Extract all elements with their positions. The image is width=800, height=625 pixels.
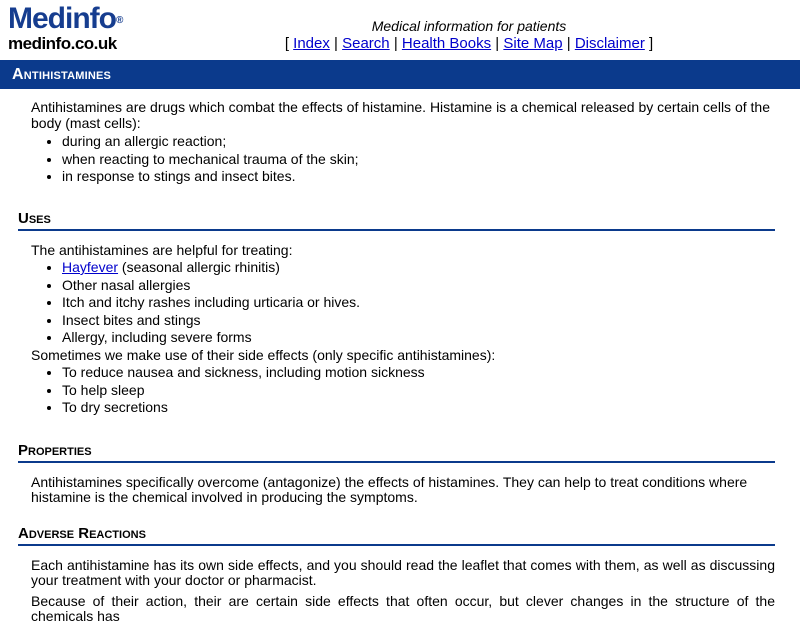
- list-item: • when reacting to mechanical trauma of the skin;: [62, 151, 800, 169]
- section-heading-uses: Uses: [18, 210, 775, 231]
- logo-name: Medinfo: [8, 2, 116, 35]
- nav-separator: |: [334, 35, 338, 52]
- main-content: [0, 100, 800, 625]
- nav-health-books-link[interactable]: Health Books: [401, 35, 492, 52]
- list-item: • To help sleep: [62, 382, 800, 400]
- nav-separator: |: [495, 35, 500, 52]
- page-title: Antihistamines: [12, 66, 112, 83]
- nav-index-link[interactable]: Index: [293, 35, 330, 52]
- nav-search-link[interactable]: Search: [342, 35, 390, 52]
- adverse-text-2: Because of their action, their are certain side effects that often occur, but clever changes in the structure of the chemicals has: [31, 592, 775, 624]
- hayfever-link[interactable]: Hayfever: [62, 259, 119, 275]
- list-item: [62, 259, 800, 277]
- logo-domain: medinfo.co.uk: [8, 34, 117, 53]
- list-item: • in response to stings and insect bites.: [62, 168, 800, 186]
- list-item: • during an allergic reaction;: [62, 133, 800, 151]
- intro-list: [0, 133, 800, 186]
- intro-text: Antihistamines are drugs which combat the effects of histamine. Histamine is a chemical released by certain cells of the body (mast cells):: [31, 99, 770, 131]
- nav-bracket-open: [: [284, 35, 289, 52]
- nav-bracket-close: ]: [649, 35, 654, 52]
- nav-separator: |: [566, 35, 571, 52]
- nav-site-map-link[interactable]: Site Map: [503, 35, 563, 52]
- list-item: • Insect bites and stings: [62, 312, 800, 330]
- top-nav: [0, 35, 800, 52]
- list-item: • To reduce nausea and sickness, including motion sickness: [62, 364, 800, 382]
- section-heading-properties: Properties: [18, 442, 775, 463]
- section-heading-adverse-reactions: Adverse Reactions: [18, 525, 775, 546]
- list-item: • To dry secretions: [62, 399, 800, 417]
- list-item-text: (seasonal allergic rhinitis): [118, 259, 280, 275]
- uses-intro-text: The antihistamines are helpful for treating:: [31, 241, 293, 258]
- list-item: • Itch and itchy rashes including urticaria or hives.: [62, 294, 800, 312]
- list-item: • Other nasal allergies: [62, 277, 800, 295]
- list-item: • Allergy, including severe forms: [62, 329, 800, 347]
- registered-mark: ®: [115, 15, 123, 26]
- side-effects-list: [0, 364, 800, 417]
- nav-disclaimer-link[interactable]: Disclaimer: [574, 35, 645, 52]
- properties-text: Antihistamines specifically overcome (antagonize) the effects of histamines. They can help to treat conditions where histamine is the chemical involved in producing the symptoms.: [31, 473, 748, 505]
- tagline: Medical information for patients: [371, 18, 567, 34]
- page-header: [0, 0, 800, 58]
- adverse-text-1: Each antihistamine has its own side effects, and you should read the leaflet that comes with them, as well as discussing your treatment with your doctor or pharmacist.: [31, 556, 775, 588]
- side-effects-text: Sometimes we make use of their side effects (only specific antihistamines):: [31, 346, 496, 363]
- title-banner: [0, 60, 800, 89]
- uses-list: [0, 259, 800, 347]
- nav-separator: |: [393, 35, 398, 52]
